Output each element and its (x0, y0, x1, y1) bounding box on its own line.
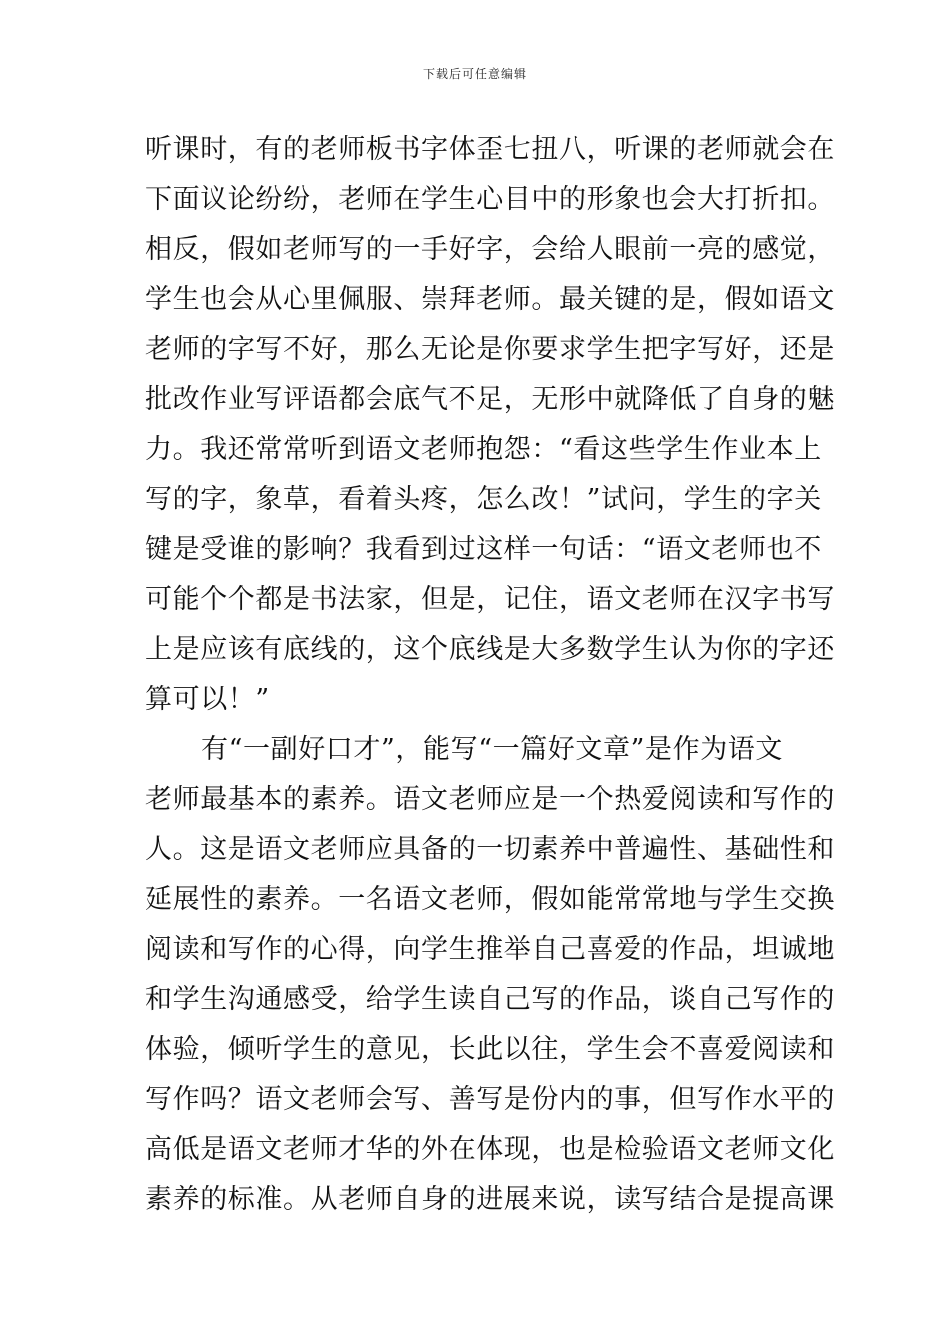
text-line: 力。我还常常听到语文老师抱怨：“看这些学生作业本上 (145, 434, 822, 465)
text-line: 听课时，有的老师板书字体歪七扭八，听课的老师就会在 (145, 134, 835, 165)
text-line: 高低是语文老师才华的外在体现，也是检验语文老师文化 (145, 1134, 835, 1165)
text-line: 素养的标准。从老师自身的进展来说，读写结合是提高课 (145, 1184, 835, 1215)
page-header: 下载后可任意编辑 (422, 67, 527, 81)
text-line: 和学生沟通感受，给学生读自己写的作品，谈自己写作的 (145, 984, 835, 1015)
text-line: 老师的字写不好，那么无论是你要求学生把字写好，还是 (145, 334, 835, 365)
text-line: 阅读和写作的心得，向学生推举自己喜爱的作品，坦诚地 (145, 934, 835, 965)
text-line: 可能个个都是书法家，但是，记住，语文老师在汉字书写 (145, 584, 835, 615)
text-line: 键是受谁的影响？我看到过这样一句话：“语文老师也不 (145, 534, 822, 565)
text-line: 批改作业写评语都会底气不足，无形中就降低了自身的魅 (145, 384, 835, 415)
text-line: 相反，假如老师写的一手好字，会给人眼前一亮的感觉， (145, 234, 835, 265)
text-line: 写作吗？语文老师会写、善写是份内的事，但写作水平的 (145, 1084, 835, 1115)
text-line: 体验，倾听学生的意见，长此以往，学生会不喜爱阅读和 (145, 1034, 835, 1065)
text-line: 下面议论纷纷，老师在学生心目中的形象也会大打折扣。 (145, 184, 835, 215)
text-line: 人。这是语文老师应具备的一切素养中普遍性、基础性和 (145, 834, 835, 865)
text-line: 学生也会从心里佩服、崇拜老师。最关键的是，假如语文 (145, 284, 835, 315)
text-line: 写的字，象草，看着头疼，怎么改！”试问，学生的字关 (145, 484, 822, 515)
body-text (145, 125, 835, 1225)
text-line: 延展性的素养。一名语文老师，假如能常常地与学生交换 (145, 884, 835, 915)
text-line: 算可以！” (145, 684, 270, 715)
paragraph-start-line: 有“一副好口才”，能写“一篇好文章”是作为语文 (201, 734, 784, 765)
text-line: 上是应该有底线的，这个底线是大多数学生认为你的字还 (145, 634, 835, 665)
text-line: 老师最基本的素养。语文老师应是一个热爱阅读和写作的 (145, 784, 835, 815)
